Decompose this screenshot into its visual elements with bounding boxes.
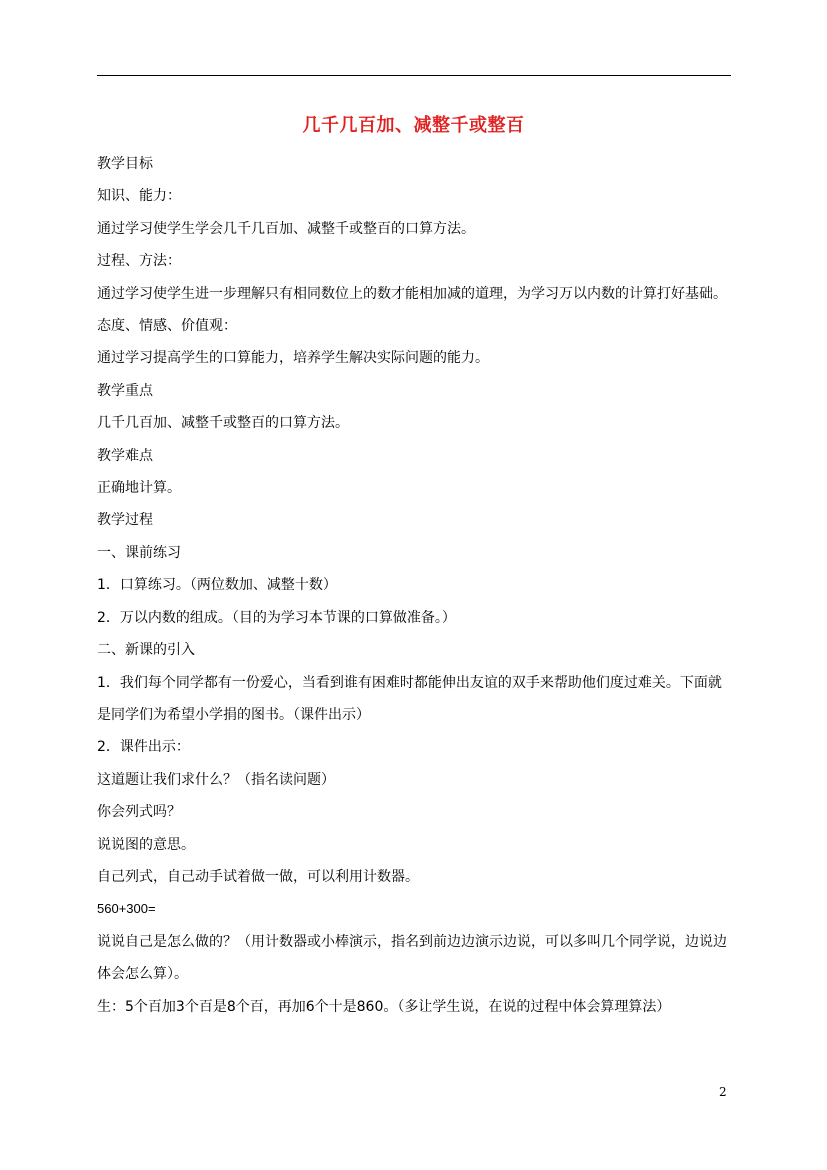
section-heading: 教学目标	[97, 156, 153, 172]
paragraph: 这道题让我们求什么？（指名读问题）	[97, 771, 335, 788]
section-heading: 教学过程	[97, 512, 153, 529]
subheading: 一、课前练习	[97, 544, 181, 561]
subheading: 态度、情感、价值观：	[97, 318, 237, 335]
paragraph: 几千几百加、减整千或整百的口算方法。	[97, 415, 349, 432]
list-item: 2．课件出示：	[97, 739, 190, 756]
list-item: 2．万以内数的组成。（目的为学习本节课的口算做准备。）	[97, 609, 456, 626]
list-item: 1．口算练习。（两位数加、减整十数）	[97, 577, 337, 594]
paragraph: 说说图的意思。	[97, 836, 195, 853]
paragraph: 说说自己是怎么做的？（用计数器或小棒演示，指名到前边边演示边说，可以多叫几个同学说，边说边体会怎么算）。	[97, 933, 727, 983]
paragraph: 通过学习提高学生的口算能力，培养学生解决实际问题的能力。	[97, 350, 489, 367]
subheading: 知识、能力：	[97, 188, 181, 205]
page-number: 2	[719, 1085, 727, 1099]
paragraph: 通过学习使学生学会几千几百加、减整千或整百的口算方法。	[97, 220, 475, 237]
paragraph: 生：5个百加3个百是8个百，再加6个十是860。（多让学生说，在说的过程中体会算理算法）	[97, 998, 671, 1015]
section-heading: 教学重点	[97, 382, 153, 399]
subheading: 过程、方法：	[97, 253, 181, 270]
document-body	[97, 148, 733, 1023]
subheading: 二、新课的引入	[97, 642, 195, 659]
paragraph: 正确地计算。	[97, 480, 181, 497]
list-item: 1．我们每个同学都有一份爱心，当看到谁有困难时都能伸出友谊的双手来帮助他们度过难关。下面就是同学们为希望小学捐的图书。（课件出示）	[97, 674, 722, 723]
section-heading: 教学难点	[97, 447, 153, 464]
page-title: 几千几百加、减整千或整百	[302, 115, 525, 136]
header-rule	[97, 75, 731, 76]
paragraph: 自己列式，自己动手试着做一做，可以利用计数器。	[97, 868, 419, 885]
paragraph: 你会列式吗？	[97, 804, 181, 821]
paragraph: 通过学习使学生进一步理解只有相同数位上的数才能相加减的道理，为学习万以内数的计算打好基础。	[97, 285, 727, 302]
equation: 560+300=	[97, 901, 156, 917]
